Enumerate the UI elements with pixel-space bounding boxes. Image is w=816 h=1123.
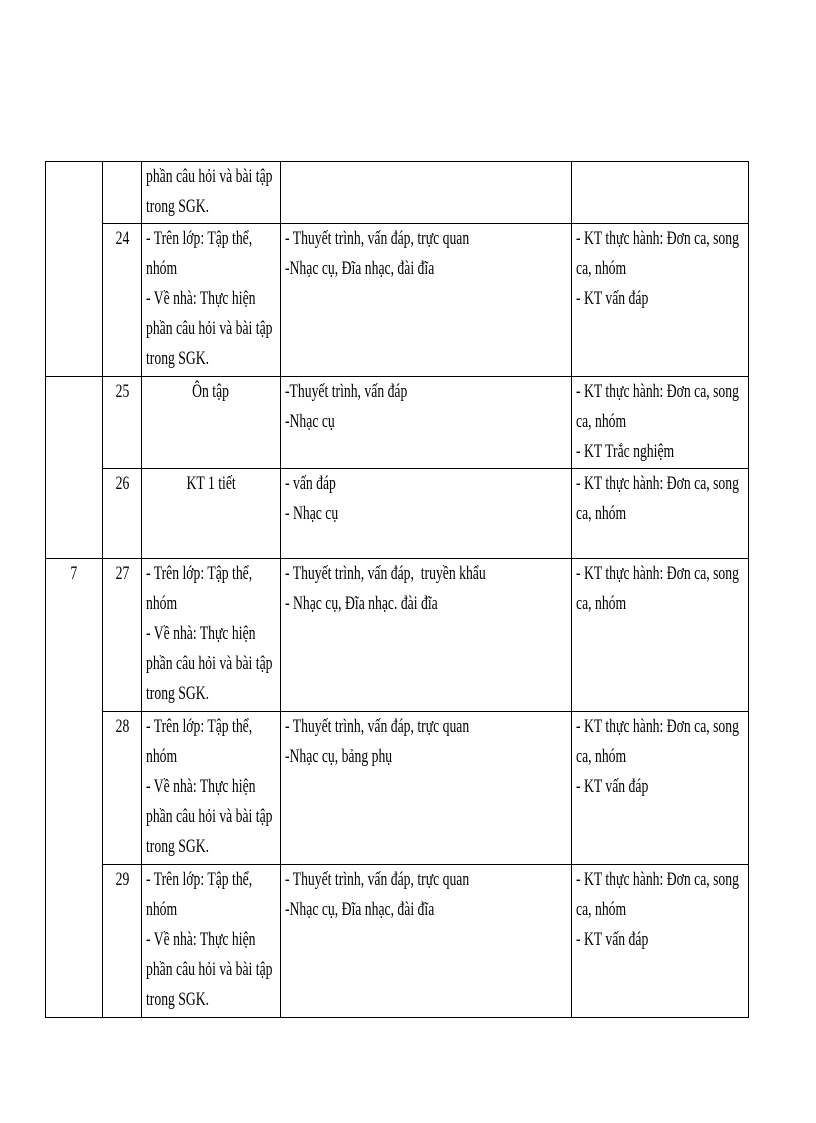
assessment-cell <box>572 224 749 377</box>
methods-line: -Thuyết trình, vấn đáp <box>285 381 408 402</box>
lesson-number-cell: 29 <box>103 865 142 1018</box>
form-line: nhóm <box>146 593 178 614</box>
assessment-line: - KT vấn đáp <box>576 288 649 309</box>
form-line: - Về nhà: Thực hiện <box>146 288 256 309</box>
form-line: - Trên lớp: Tập thể, <box>146 228 253 249</box>
form-line: - Trên lớp: Tập thể, <box>146 716 253 737</box>
form-line: phần câu hỏi và bài tập <box>146 959 273 980</box>
form-line: phần câu hỏi và bài tập <box>146 653 273 674</box>
table-row <box>46 377 749 469</box>
assessment-cell <box>572 162 749 224</box>
table-row <box>46 162 749 224</box>
methods-line: - Nhạc cụ, Đĩa nhạc. đài đĩa <box>285 593 438 614</box>
assessment-line: - KT thực hành: Đơn ca, song <box>576 381 739 402</box>
form-line: - Về nhà: Thực hiện <box>146 623 256 644</box>
form-line: phần câu hỏi và bài tập <box>146 318 273 339</box>
methods-cell <box>281 865 572 1018</box>
form-cell <box>142 865 281 1018</box>
methods-cell <box>281 162 572 224</box>
form-line: trong SGK. <box>146 348 210 369</box>
assessment-line: - KT thực hành: Đơn ca, song <box>576 869 739 890</box>
assessment-line: ca, nhóm <box>576 503 627 524</box>
week-cell: 7 <box>46 559 103 1018</box>
methods-line: -Nhạc cụ, Đĩa nhạc, đài đĩa <box>285 899 435 920</box>
assessment-line: - KT vấn đáp <box>576 776 649 797</box>
form-line: trong SGK. <box>146 196 210 217</box>
form-cell <box>142 224 281 377</box>
form-line: nhóm <box>146 258 178 279</box>
lesson-number-cell: 27 <box>103 559 142 712</box>
lesson-number-cell <box>103 162 142 224</box>
form-line: nhóm <box>146 899 178 920</box>
methods-line: - Nhạc cụ <box>285 503 339 524</box>
form-line: - Trên lớp: Tập thể, <box>146 563 253 584</box>
table-row <box>46 469 749 559</box>
methods-line: - Thuyết trình, vấn đáp, trực quan <box>285 228 470 249</box>
assessment-line: - KT Trắc nghiệm <box>576 441 675 462</box>
assessment-cell <box>572 469 749 559</box>
table-row <box>46 559 749 712</box>
assessment-line: ca, nhóm <box>576 746 627 767</box>
form-line: phần câu hỏi và bài tập <box>146 806 273 827</box>
methods-line: - Thuyết trình, vấn đáp, truyền khẩu <box>285 563 486 584</box>
methods-line: - vấn đáp <box>285 473 336 494</box>
assessment-line: - KT vấn đáp <box>576 929 649 950</box>
lesson-number-cell: 25 <box>103 377 142 469</box>
lesson-number-cell: 26 <box>103 469 142 559</box>
form-line: - Về nhà: Thực hiện <box>146 776 256 797</box>
form-line: - Trên lớp: Tập thể, <box>146 869 253 890</box>
week-cell <box>46 377 103 559</box>
form-cell: KT 1 tiết <box>142 469 281 559</box>
form-cell <box>142 162 281 224</box>
assessment-cell <box>572 559 749 712</box>
form-line: trong SGK. <box>146 989 210 1010</box>
assessment-line: ca, nhóm <box>576 593 627 614</box>
assessment-cell <box>572 865 749 1018</box>
table-row <box>46 865 749 1018</box>
methods-cell <box>281 469 572 559</box>
assessment-line: - KT thực hành: Đơn ca, song <box>576 716 739 737</box>
form-line: nhóm <box>146 746 178 767</box>
assessment-line: - KT thực hành: Đơn ca, song <box>576 473 739 494</box>
methods-line: -Nhạc cụ, bảng phụ <box>285 746 393 767</box>
methods-line: -Nhạc cụ <box>285 411 335 432</box>
methods-line: -Nhạc cụ, Đĩa nhạc, đài đĩa <box>285 258 435 279</box>
assessment-cell <box>572 712 749 865</box>
form-line: trong SGK. <box>146 683 210 704</box>
form-line: phần câu hỏi và bài tập <box>146 166 273 187</box>
form-cell <box>142 712 281 865</box>
lesson-plan-table <box>45 161 749 1018</box>
methods-line: - Thuyết trình, vấn đáp, trực quan <box>285 716 470 737</box>
table-row <box>46 712 749 865</box>
methods-line: - Thuyết trình, vấn đáp, trực quan <box>285 869 470 890</box>
form-cell: Ôn tập <box>142 377 281 469</box>
week-cell <box>46 162 103 377</box>
assessment-line: ca, nhóm <box>576 411 627 432</box>
methods-cell <box>281 559 572 712</box>
lesson-number-cell: 24 <box>103 224 142 377</box>
lesson-number-cell: 28 <box>103 712 142 865</box>
table-row <box>46 224 749 377</box>
methods-cell <box>281 712 572 865</box>
form-line: trong SGK. <box>146 836 210 857</box>
assessment-line: ca, nhóm <box>576 899 627 920</box>
assessment-cell <box>572 377 749 469</box>
assessment-line: ca, nhóm <box>576 258 627 279</box>
assessment-line: - KT thực hành: Đơn ca, song <box>576 563 739 584</box>
form-cell <box>142 559 281 712</box>
assessment-line: - KT thực hành: Đơn ca, song <box>576 228 739 249</box>
form-line: - Về nhà: Thực hiện <box>146 929 256 950</box>
methods-cell <box>281 377 572 469</box>
methods-cell <box>281 224 572 377</box>
